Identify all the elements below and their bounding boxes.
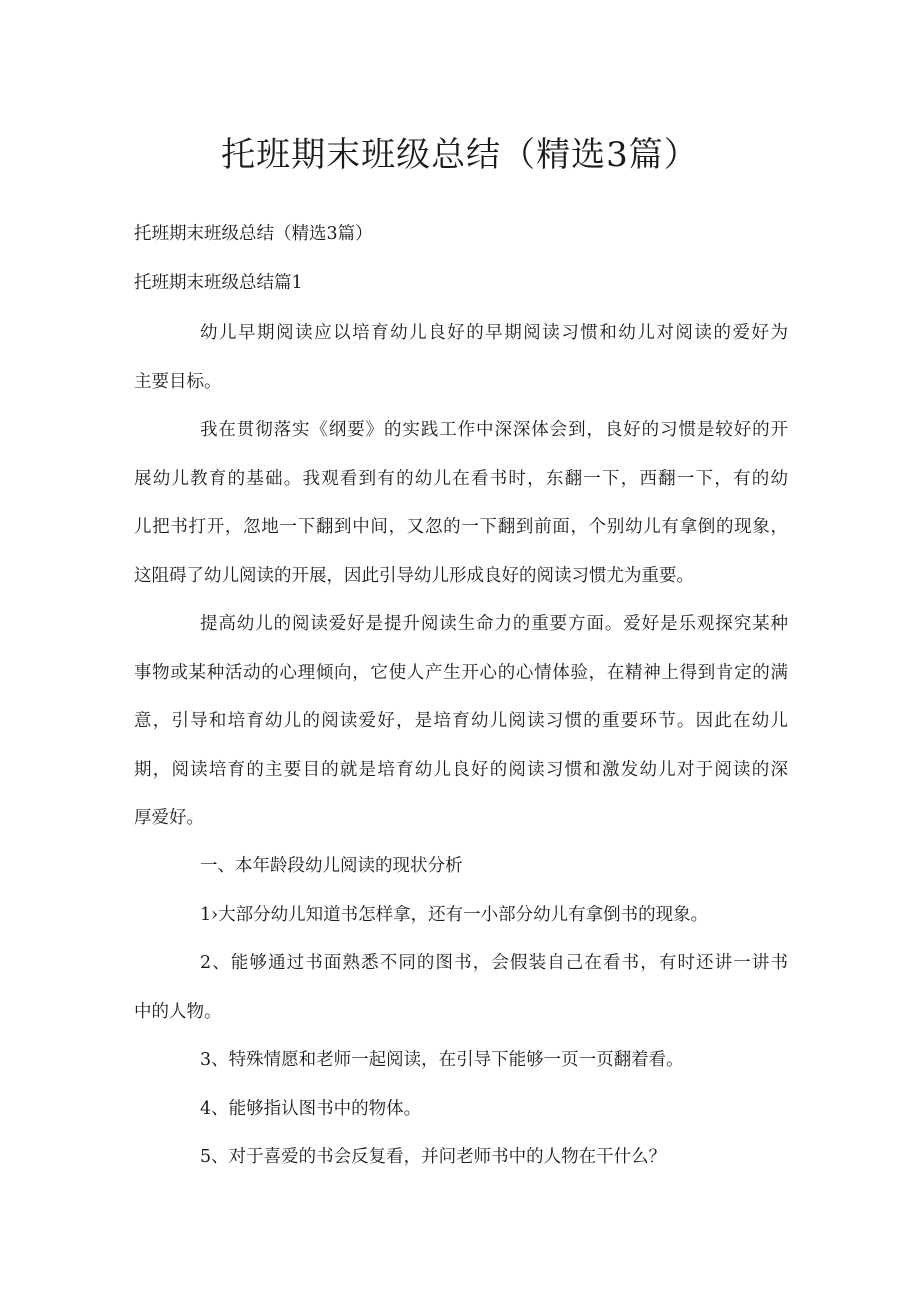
analysis-heading: 一、本年龄段幼儿阅读的现状分析 [200, 856, 463, 876]
section-heading: 托班期末班级总结篇1 [134, 273, 303, 293]
list-item-line: 2、能够通过书面熟悉不同的图书，会假装自己在看书，有时还讲一讲书 [200, 953, 788, 973]
list-item: 1›大部分幼儿知道书怎样拿，还有一小部分幼儿有拿倒书的现象。 [200, 905, 709, 925]
paragraph-line: 我在贯彻落实《纲要》的实践工作中深深体会到，良好的习惯是较好的开 [200, 420, 788, 440]
paragraph-line: 厚爱好。 [134, 808, 204, 828]
list-item: 3、特殊情愿和老师一起阅读，在引导下能够一页一页翻着看。 [200, 1050, 684, 1070]
document-subtitle: 托班期末班级总结（精选3篇） [134, 224, 373, 244]
paragraph-line: 期，阅读培育的主要目的就是培育幼儿良好的阅读习惯和激发幼儿对于阅读的深 [134, 760, 788, 780]
paragraph-line: 这阻碍了幼儿阅读的开展，因此引导幼儿形成良好的阅读习惯尤为重要。 [134, 566, 694, 586]
paragraph-line: 展幼儿教育的基础。我观看到有的幼儿在看书时，东翻一下，西翻一下，有的幼 [134, 469, 788, 489]
list-item: 4、能够指认图书中的物体。 [200, 1099, 422, 1119]
paragraph-line: 幼儿早期阅读应以培育幼儿良好的早期阅读习惯和幼儿对阅读的爱好为 [200, 323, 788, 343]
list-item: 5、对于喜爱的书会反复看，并问老师书中的人物在干什么？ [200, 1147, 667, 1167]
list-item-line: 中的人物。 [134, 1002, 222, 1022]
paragraph-line: 事物或某种活动的心理倾向，它使人产生开心的心情体验，在精神上得到肯定的满 [134, 663, 788, 683]
paragraph-line: 主要目标。 [134, 372, 222, 392]
paragraph-line: 提高幼儿的阅读爱好是提升阅读生命力的重要方面。爱好是乐观探究某种 [200, 614, 788, 634]
paragraph-line: 意，引导和培育幼儿的阅读爱好，是培育幼儿阅读习惯的重要环节。因此在幼儿 [134, 711, 788, 731]
document-title: 托班期末班级总结（精选3篇） [221, 135, 699, 175]
paragraph-line: 儿把书打开，忽地一下翻到中间，又忽的一下翻到前面，个别幼儿有拿倒的现象， [134, 517, 788, 537]
